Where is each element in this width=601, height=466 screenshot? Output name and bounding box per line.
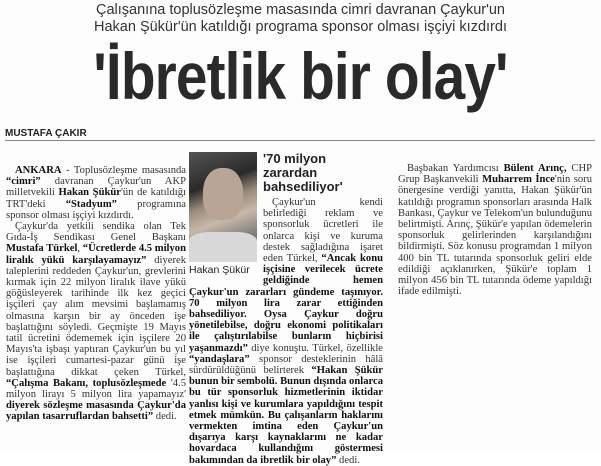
paragraph: [6, 221, 186, 423]
byline: MUSTAFA ÇAKIR: [5, 128, 87, 139]
bold-text: “Stadyum”: [65, 198, 117, 210]
text: Çaykur'un kendi belirlediği reklam ve sponsorluk ücretleri ile onlarca kişi ve kuruma destek sağladığına işaret eden Türkel,: [263, 197, 383, 265]
text: ,: [77, 243, 83, 255]
text: CHP Grup Başkanvekili: [398, 163, 592, 186]
divider: [5, 140, 595, 141]
text: Başbakan Yardımcısı: [407, 163, 504, 174]
bold-text: “Çalışma Bakanı, toplusözleşmede: [6, 377, 167, 389]
text: '4.5 milyon lirayı 5 milyon lira yapamayız': [6, 377, 186, 401]
text: 'nin soru önergesine verdiği yanıtta, Hakan Şükür'ün katıldığı programın sponsorları arasında Halk Bankası, Çaykur ve Telekom'un bulunduğunu belirtmişti. Arınç, Şükür'e yapılan ödemelerin sponsorluk gelirlerinden karşılandığını bildirmişti. Söz konusu programdan 1 milyon 400 bin TL tutarında sponsorluk geliri elde edildiği açıklanırken, Şükür'e toplam 1 milyon 456 bin TL tutarında ödeme yapıldığı ifade edilmişti.: [398, 174, 592, 298]
bold-text: Bülent Arınç,: [503, 163, 567, 174]
photo-caption: Hakan Şükür: [189, 264, 250, 276]
portrait-photo: [189, 152, 257, 262]
bold-text: diyerek sözleşme masasında Çaykur'da yapılan tasarruflardan bahsetti”: [6, 400, 186, 423]
photo-face: [203, 168, 243, 220]
headline-deck: [0, 2, 601, 36]
text: diyerek taleplerini reddeden Çaykur'un, grevlerini kırmak için 22 milyon liralık ilave yükü göğüsleyerek tarihinde ilk kez geçici işçileri çay alım mevsimi başlamamış olmasına karşın bir ay önceden işe başlattığını söyledi. Geçmişte 19 Mayıs tatil ücretini ödememek için işçilere 20 Mayıs'ta işbaşı yaptıran Çaykur'un bu yıl ise işçileri cumartesi-pazar günü işe başlattığına dikkat çeken Türkel,: [6, 254, 186, 378]
paragraph: [6, 165, 186, 221]
bold-text: ANKARA: [15, 165, 62, 176]
text: programına sponsor olması işçiyi kızdırdı.: [6, 198, 186, 221]
text: sponsor desteklerinin hâlâ sürdürüldüğünü belirterek: [189, 353, 383, 377]
article-column-right: [398, 163, 592, 297]
bold-text: “Ücretlerde 4.5 milyon liralık yükü karşılayamayız”: [6, 243, 186, 266]
text: dedi.: [153, 411, 177, 423]
subheading: '70 milyon zarardan bahsediliyor': [263, 151, 343, 194]
headline: 'İbretlik bir olay': [93, 39, 508, 113]
bold-text: Muharrem İnce: [482, 174, 555, 186]
text: dedi.: [336, 454, 360, 466]
deck-line: Çalışanına toplusözleşme masasında cimri davranan Çaykur'un: [96, 2, 505, 18]
bold-text: “yandaşlara”: [189, 353, 250, 365]
bold-text: “Ancak konu işçisine verilecek ücrete geldiğinde hemen Çaykur'un zararları gündeme taşınıyor. 70 milyon lira zarar ettiğinden bahsediliyor. Oysa Çaykur doğru yönetilebilse, doğru ekonomi politikaları ile çalıştırılabilse bunların hiçbirisi yaşanmazdı”: [189, 253, 383, 354]
article-column-middle: [189, 152, 383, 466]
bold-text: “cimri”: [6, 176, 41, 188]
text: - Toplusözleşme masasında: [61, 165, 186, 176]
article-column-left: [6, 165, 186, 423]
bold-text: Mustafa Türkel: [6, 243, 78, 255]
text: davranan Çaykur'un AKP milletvekili: [6, 176, 186, 199]
deck-line: Hakan Şükür'ün katıldığı programa sponsor olması işçiyi kızdırdı: [94, 19, 507, 35]
bold-text: “Hakan Şükür bunun bir sembolü. Bunun dışında onlarca bu tür sponsorluk hizmetlerinin iktidar yanlısı kişi ve kurumlara yapıldığını tespit etmek mümkün. Bu çalışanların haklarını vermekten imtina eden Çaykur'un dışarıya karşı kaynaklarını ne kadar hovardaca kullandığını göstermesi bakımından da ibretlik bir olay”: [189, 365, 383, 466]
photo-shirt: [189, 232, 257, 262]
text: 'ün de katıldığı TRT'deki: [6, 187, 186, 210]
text: Çaykur'da yetkili sendika olan Tek Gıda-İş Sendikası Genel Başkanı: [6, 221, 186, 244]
paragraph: [398, 163, 592, 297]
text: diye konuştu. Türkel, özellikle: [247, 342, 383, 354]
bold-text: Hakan Şükür: [58, 187, 121, 199]
